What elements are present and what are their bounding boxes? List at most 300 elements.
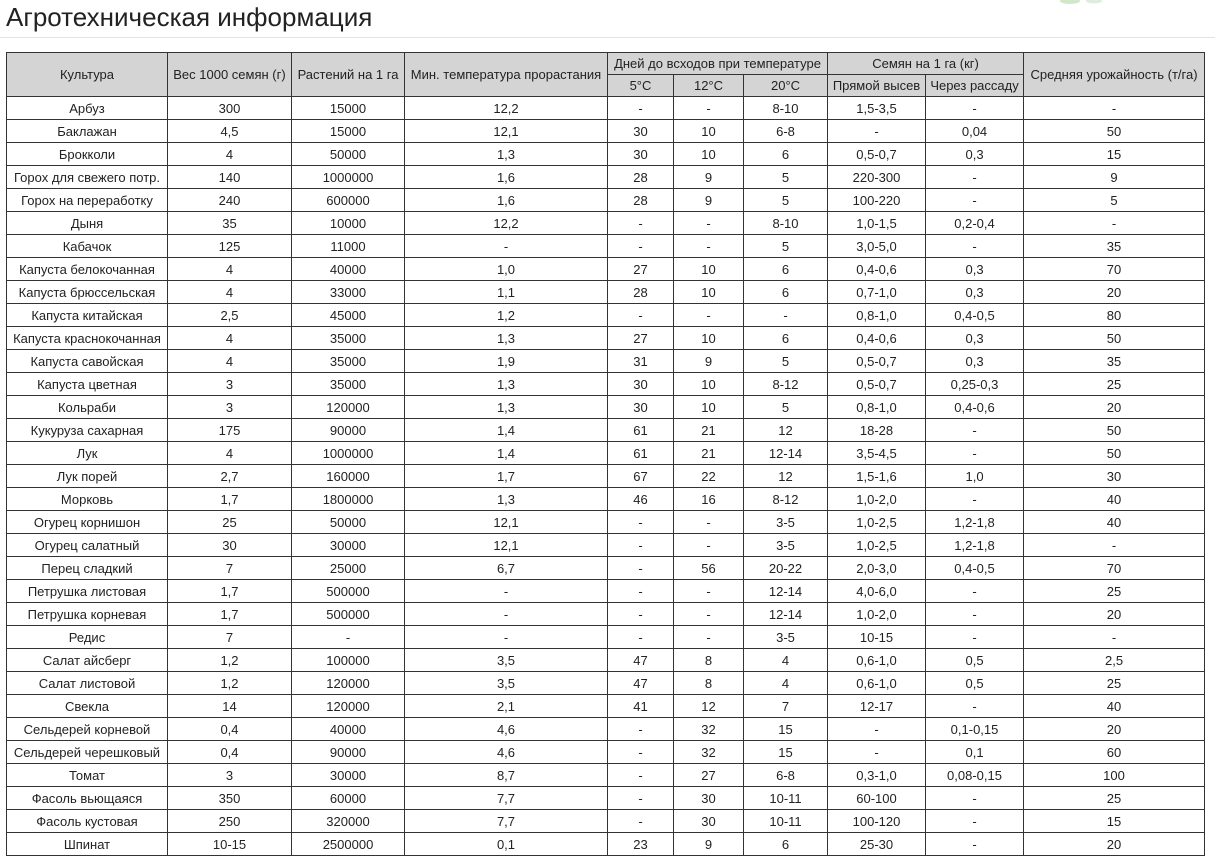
cell-min-temp: 1,6 [405, 166, 608, 189]
cell-t12: 22 [674, 465, 744, 488]
cell-min-temp: 0,1 [405, 833, 608, 856]
cell-direct: 1,0-1,5 [828, 212, 926, 235]
cell-yield: 40 [1024, 488, 1205, 511]
cell-t5: - [608, 580, 674, 603]
cell-plants-per-ha: 25000 [292, 557, 405, 580]
cell-t12: - [674, 235, 744, 258]
cell-crop: Томат [7, 764, 168, 787]
table-row [7, 396, 1205, 419]
cell-t5: - [608, 603, 674, 626]
table-row [7, 718, 1205, 741]
cell-direct: - [828, 741, 926, 764]
cell-t20: 6 [744, 258, 828, 281]
cell-t5: - [608, 718, 674, 741]
cell-min-temp: 8,7 [405, 764, 608, 787]
cell-seedling: 1,2-1,8 [926, 511, 1024, 534]
cell-yield: 15 [1024, 143, 1205, 166]
cell-min-temp: 1,6 [405, 189, 608, 212]
cell-t20: 3-5 [744, 511, 828, 534]
cell-t5: 30 [608, 373, 674, 396]
cell-yield: 2,5 [1024, 649, 1205, 672]
cell-min-temp: 4,6 [405, 718, 608, 741]
cell-direct: 0,6-1,0 [828, 672, 926, 695]
leaf-decoration-icon [1058, 0, 1118, 6]
cell-direct: 1,5-3,5 [828, 97, 926, 120]
cell-t20: 5 [744, 166, 828, 189]
table-row [7, 695, 1205, 718]
cell-direct: 4,0-6,0 [828, 580, 926, 603]
cell-yield: 25 [1024, 580, 1205, 603]
table-row [7, 350, 1205, 373]
cell-min-temp: 1,9 [405, 350, 608, 373]
cell-min-temp: - [405, 626, 608, 649]
cell-plants-per-ha: 35000 [292, 327, 405, 350]
cell-plants-per-ha: 35000 [292, 373, 405, 396]
cell-crop: Петрушка листовая [7, 580, 168, 603]
table-row [7, 511, 1205, 534]
cell-direct: 100-120 [828, 810, 926, 833]
cell-seedling: - [926, 235, 1024, 258]
cell-crop: Редис [7, 626, 168, 649]
cell-seed-weight: 1,7 [168, 488, 292, 511]
cell-plants-per-ha: 1000000 [292, 166, 405, 189]
table-row [7, 258, 1205, 281]
cell-seed-weight: 300 [168, 97, 292, 120]
cell-plants-per-ha: 90000 [292, 419, 405, 442]
cell-min-temp: 1,4 [405, 442, 608, 465]
cell-seed-weight: 30 [168, 534, 292, 557]
cell-direct: 12-17 [828, 695, 926, 718]
cell-crop: Лук порей [7, 465, 168, 488]
table-row [7, 557, 1205, 580]
cell-plants-per-ha: 15000 [292, 120, 405, 143]
cell-min-temp: 6,7 [405, 557, 608, 580]
cell-crop: Дыня [7, 212, 168, 235]
cell-plants-per-ha: 11000 [292, 235, 405, 258]
cell-t12: 9 [674, 189, 744, 212]
header-direct: Прямой высев [828, 75, 926, 97]
cell-plants-per-ha: 120000 [292, 396, 405, 419]
table-row [7, 488, 1205, 511]
cell-seedling: 0,3 [926, 327, 1024, 350]
cell-seed-weight: 3 [168, 764, 292, 787]
cell-direct: - [828, 718, 926, 741]
cell-crop: Сельдерей корневой [7, 718, 168, 741]
cell-min-temp: - [405, 580, 608, 603]
cell-crop: Шпинат [7, 833, 168, 856]
cell-yield: 20 [1024, 396, 1205, 419]
table-row [7, 166, 1205, 189]
cell-t5: 41 [608, 695, 674, 718]
cell-t12: 10 [674, 396, 744, 419]
cell-crop: Кукуруза сахарная [7, 419, 168, 442]
cell-min-temp: 4,6 [405, 741, 608, 764]
table-row [7, 327, 1205, 350]
cell-yield: 50 [1024, 327, 1205, 350]
cell-crop: Морковь [7, 488, 168, 511]
cell-seed-weight: 350 [168, 787, 292, 810]
cell-t5: - [608, 810, 674, 833]
cell-direct: 1,0-2,5 [828, 534, 926, 557]
table-row [7, 373, 1205, 396]
cell-seedling: - [926, 580, 1024, 603]
cell-seedling: - [926, 189, 1024, 212]
cell-t12: 8 [674, 672, 744, 695]
cell-t5: - [608, 534, 674, 557]
cell-t12: - [674, 304, 744, 327]
cell-t5: 28 [608, 189, 674, 212]
table-row [7, 580, 1205, 603]
cell-seedling: - [926, 603, 1024, 626]
cell-direct: 0,4-0,6 [828, 258, 926, 281]
cell-seedling: 1,2-1,8 [926, 534, 1024, 557]
cell-t5: - [608, 626, 674, 649]
table-row [7, 189, 1205, 212]
cell-seed-weight: 1,2 [168, 649, 292, 672]
cell-crop: Перец сладкий [7, 557, 168, 580]
cell-plants-per-ha: 30000 [292, 764, 405, 787]
cell-t20: 3-5 [744, 534, 828, 557]
cell-t12: 56 [674, 557, 744, 580]
cell-direct: 25-30 [828, 833, 926, 856]
cell-seedling: 0,5 [926, 672, 1024, 695]
cell-min-temp: 1,7 [405, 465, 608, 488]
cell-t20: 3-5 [744, 626, 828, 649]
cell-seed-weight: 1,2 [168, 672, 292, 695]
cell-seed-weight: 175 [168, 419, 292, 442]
cell-seedling: 0,4-0,5 [926, 557, 1024, 580]
cell-seed-weight: 4 [168, 327, 292, 350]
title-divider [0, 37, 1215, 38]
cell-t12: 10 [674, 143, 744, 166]
cell-crop: Фасоль вьющаяся [7, 787, 168, 810]
cell-seed-weight: 25 [168, 511, 292, 534]
table-row [7, 143, 1205, 166]
table-row [7, 810, 1205, 833]
cell-yield: 60 [1024, 741, 1205, 764]
table-row [7, 97, 1205, 120]
cell-t20: 10-11 [744, 787, 828, 810]
cell-direct: 0,8-1,0 [828, 304, 926, 327]
header-t12: 12°C [674, 75, 744, 97]
cell-seed-weight: 3 [168, 373, 292, 396]
cell-seed-weight: 240 [168, 189, 292, 212]
cell-yield: 70 [1024, 557, 1205, 580]
cell-direct: 3,0-5,0 [828, 235, 926, 258]
cell-seed-weight: 2,7 [168, 465, 292, 488]
cell-plants-per-ha: 45000 [292, 304, 405, 327]
table-row [7, 120, 1205, 143]
cell-min-temp: 7,7 [405, 810, 608, 833]
cell-seedling: - [926, 442, 1024, 465]
cell-t12: 10 [674, 327, 744, 350]
cell-seed-weight: 35 [168, 212, 292, 235]
header-crop: Культура [7, 53, 168, 97]
cell-t20: 6-8 [744, 764, 828, 787]
cell-t12: 16 [674, 488, 744, 511]
cell-plants-per-ha: 500000 [292, 580, 405, 603]
cell-t20: 5 [744, 396, 828, 419]
cell-t12: 10 [674, 258, 744, 281]
cell-min-temp: 2,1 [405, 695, 608, 718]
cell-plants-per-ha: 50000 [292, 143, 405, 166]
cell-t20: 15 [744, 718, 828, 741]
cell-plants-per-ha: 40000 [292, 718, 405, 741]
agro-table [6, 52, 1205, 856]
cell-yield: 20 [1024, 718, 1205, 741]
cell-yield: 100 [1024, 764, 1205, 787]
cell-yield: - [1024, 534, 1205, 557]
table-row [7, 281, 1205, 304]
cell-t20: 6 [744, 281, 828, 304]
cell-t5: 47 [608, 672, 674, 695]
cell-plants-per-ha: 50000 [292, 511, 405, 534]
cell-yield: 20 [1024, 833, 1205, 856]
cell-direct: 1,0-2,0 [828, 488, 926, 511]
cell-seedling: - [926, 695, 1024, 718]
cell-seedling: 0,2-0,4 [926, 212, 1024, 235]
cell-crop: Капуста белокочанная [7, 258, 168, 281]
cell-min-temp: 12,2 [405, 97, 608, 120]
cell-min-temp: 1,3 [405, 396, 608, 419]
table-row [7, 534, 1205, 557]
cell-t20: 5 [744, 350, 828, 373]
cell-plants-per-ha: 10000 [292, 212, 405, 235]
cell-seed-weight: 0,4 [168, 741, 292, 764]
cell-t20: 6-8 [744, 120, 828, 143]
cell-t5: 27 [608, 258, 674, 281]
table-row [7, 626, 1205, 649]
cell-plants-per-ha: 90000 [292, 741, 405, 764]
cell-seedling: - [926, 787, 1024, 810]
cell-crop: Арбуз [7, 97, 168, 120]
cell-yield: 20 [1024, 281, 1205, 304]
table-row [7, 304, 1205, 327]
cell-t12: - [674, 511, 744, 534]
cell-crop: Капуста цветная [7, 373, 168, 396]
cell-direct: 1,5-1,6 [828, 465, 926, 488]
cell-direct: 0,6-1,0 [828, 649, 926, 672]
cell-seed-weight: 4 [168, 143, 292, 166]
cell-yield: 50 [1024, 419, 1205, 442]
cell-t5: 67 [608, 465, 674, 488]
cell-seedling: 0,3 [926, 258, 1024, 281]
table-row [7, 465, 1205, 488]
cell-direct: 18-28 [828, 419, 926, 442]
cell-plants-per-ha: 33000 [292, 281, 405, 304]
cell-plants-per-ha: 40000 [292, 258, 405, 281]
cell-direct: 3,5-4,5 [828, 442, 926, 465]
cell-seedling: 0,4-0,6 [926, 396, 1024, 419]
cell-plants-per-ha: - [292, 626, 405, 649]
cell-seedling: - [926, 419, 1024, 442]
cell-crop: Горох для свежего потр. [7, 166, 168, 189]
header-t5: 5°C [608, 75, 674, 97]
cell-t5: - [608, 235, 674, 258]
table-row [7, 603, 1205, 626]
cell-seed-weight: 4 [168, 281, 292, 304]
cell-min-temp: 1,1 [405, 281, 608, 304]
cell-t20: 8-12 [744, 488, 828, 511]
cell-plants-per-ha: 120000 [292, 695, 405, 718]
header-days-group: Дней до всходов при температуре [608, 53, 828, 75]
cell-direct: 60-100 [828, 787, 926, 810]
cell-t12: - [674, 97, 744, 120]
cell-t12: 30 [674, 787, 744, 810]
header-seedling: Через рассаду [926, 75, 1024, 97]
header-min-temp: Мин. температура прорастания [405, 53, 608, 97]
cell-t12: 27 [674, 764, 744, 787]
cell-plants-per-ha: 60000 [292, 787, 405, 810]
cell-min-temp: 1,3 [405, 488, 608, 511]
cell-seedling: 0,1 [926, 741, 1024, 764]
header-t20: 20°C [744, 75, 828, 97]
cell-yield: 25 [1024, 672, 1205, 695]
cell-t5: 27 [608, 327, 674, 350]
cell-crop: Капуста брюссельская [7, 281, 168, 304]
cell-seed-weight: 4 [168, 350, 292, 373]
cell-min-temp: 12,1 [405, 511, 608, 534]
table-header [7, 53, 1205, 97]
cell-direct: 100-220 [828, 189, 926, 212]
header-seed-weight: Вес 1000 семян (г) [168, 53, 292, 97]
cell-crop: Лук [7, 442, 168, 465]
cell-yield: 30 [1024, 465, 1205, 488]
cell-yield: 5 [1024, 189, 1205, 212]
cell-t5: - [608, 557, 674, 580]
cell-t5: 23 [608, 833, 674, 856]
cell-plants-per-ha: 320000 [292, 810, 405, 833]
cell-t20: 12-14 [744, 442, 828, 465]
table-row [7, 672, 1205, 695]
table-body [7, 97, 1205, 856]
table-row [7, 741, 1205, 764]
cell-crop: Горох на переработку [7, 189, 168, 212]
cell-t12: 9 [674, 166, 744, 189]
cell-min-temp: 12,2 [405, 212, 608, 235]
cell-t5: - [608, 787, 674, 810]
cell-min-temp: 1,0 [405, 258, 608, 281]
cell-direct: 0,3-1,0 [828, 764, 926, 787]
cell-direct: 0,5-0,7 [828, 350, 926, 373]
cell-plants-per-ha: 15000 [292, 97, 405, 120]
cell-t12: - [674, 603, 744, 626]
cell-t20: 4 [744, 649, 828, 672]
cell-t12: - [674, 580, 744, 603]
table-row [7, 649, 1205, 672]
cell-min-temp: 3,5 [405, 649, 608, 672]
cell-min-temp: - [405, 603, 608, 626]
cell-direct: 0,7-1,0 [828, 281, 926, 304]
cell-t5: 30 [608, 143, 674, 166]
cell-seed-weight: 1,7 [168, 580, 292, 603]
cell-min-temp: 1,4 [405, 419, 608, 442]
cell-crop: Фасоль кустовая [7, 810, 168, 833]
cell-yield: 40 [1024, 511, 1205, 534]
cell-t20: 15 [744, 741, 828, 764]
cell-seedling: 0,4-0,5 [926, 304, 1024, 327]
cell-t5: 61 [608, 419, 674, 442]
cell-t20: 8-12 [744, 373, 828, 396]
cell-direct: 220-300 [828, 166, 926, 189]
cell-t12: 32 [674, 741, 744, 764]
cell-seedling: - [926, 810, 1024, 833]
cell-t5: - [608, 764, 674, 787]
cell-yield: 50 [1024, 120, 1205, 143]
cell-t12: 21 [674, 442, 744, 465]
cell-yield: 15 [1024, 810, 1205, 833]
header-yield: Средняя урожайность (т/га) [1024, 53, 1205, 97]
table-row [7, 442, 1205, 465]
cell-t12: - [674, 626, 744, 649]
cell-plants-per-ha: 35000 [292, 350, 405, 373]
cell-t12: - [674, 534, 744, 557]
cell-t20: 5 [744, 189, 828, 212]
cell-seed-weight: 125 [168, 235, 292, 258]
cell-t20: 12-14 [744, 603, 828, 626]
cell-crop: Капуста китайская [7, 304, 168, 327]
cell-crop: Сельдерей черешковый [7, 741, 168, 764]
cell-t5: 30 [608, 120, 674, 143]
cell-direct: 1,0-2,5 [828, 511, 926, 534]
cell-seedling: - [926, 626, 1024, 649]
cell-yield: - [1024, 212, 1205, 235]
cell-crop: Брокколи [7, 143, 168, 166]
cell-seedling: 0,3 [926, 143, 1024, 166]
cell-direct: 2,0-3,0 [828, 557, 926, 580]
cell-yield: 80 [1024, 304, 1205, 327]
cell-crop: Свекла [7, 695, 168, 718]
cell-seedling: - [926, 833, 1024, 856]
cell-seedling: 0,08-0,15 [926, 764, 1024, 787]
cell-seedling: 0,04 [926, 120, 1024, 143]
cell-t12: 30 [674, 810, 744, 833]
cell-yield: 9 [1024, 166, 1205, 189]
cell-seed-weight: 7 [168, 626, 292, 649]
cell-t5: - [608, 212, 674, 235]
cell-direct: 0,4-0,6 [828, 327, 926, 350]
cell-min-temp: 1,3 [405, 327, 608, 350]
cell-t20: 8-10 [744, 97, 828, 120]
cell-seed-weight: 4,5 [168, 120, 292, 143]
cell-min-temp: 12,1 [405, 534, 608, 557]
cell-t5: 28 [608, 281, 674, 304]
cell-seedling: - [926, 166, 1024, 189]
cell-yield: 25 [1024, 373, 1205, 396]
cell-direct: 10-15 [828, 626, 926, 649]
cell-direct: 1,0-2,0 [828, 603, 926, 626]
cell-crop: Петрушка корневая [7, 603, 168, 626]
cell-t5: 30 [608, 396, 674, 419]
cell-plants-per-ha: 30000 [292, 534, 405, 557]
header-plants-per-ha: Растений на 1 га [292, 53, 405, 97]
cell-t20: 6 [744, 143, 828, 166]
cell-seed-weight: 3 [168, 396, 292, 419]
cell-crop: Кольраби [7, 396, 168, 419]
cell-direct: 0,5-0,7 [828, 373, 926, 396]
cell-yield: - [1024, 626, 1205, 649]
cell-min-temp: - [405, 235, 608, 258]
cell-t20: - [744, 304, 828, 327]
cell-t20: 5 [744, 235, 828, 258]
cell-seed-weight: 10-15 [168, 833, 292, 856]
cell-plants-per-ha: 600000 [292, 189, 405, 212]
cell-t5: - [608, 97, 674, 120]
cell-yield: 35 [1024, 350, 1205, 373]
cell-crop: Огурец салатный [7, 534, 168, 557]
cell-yield: 40 [1024, 695, 1205, 718]
cell-t5: - [608, 741, 674, 764]
